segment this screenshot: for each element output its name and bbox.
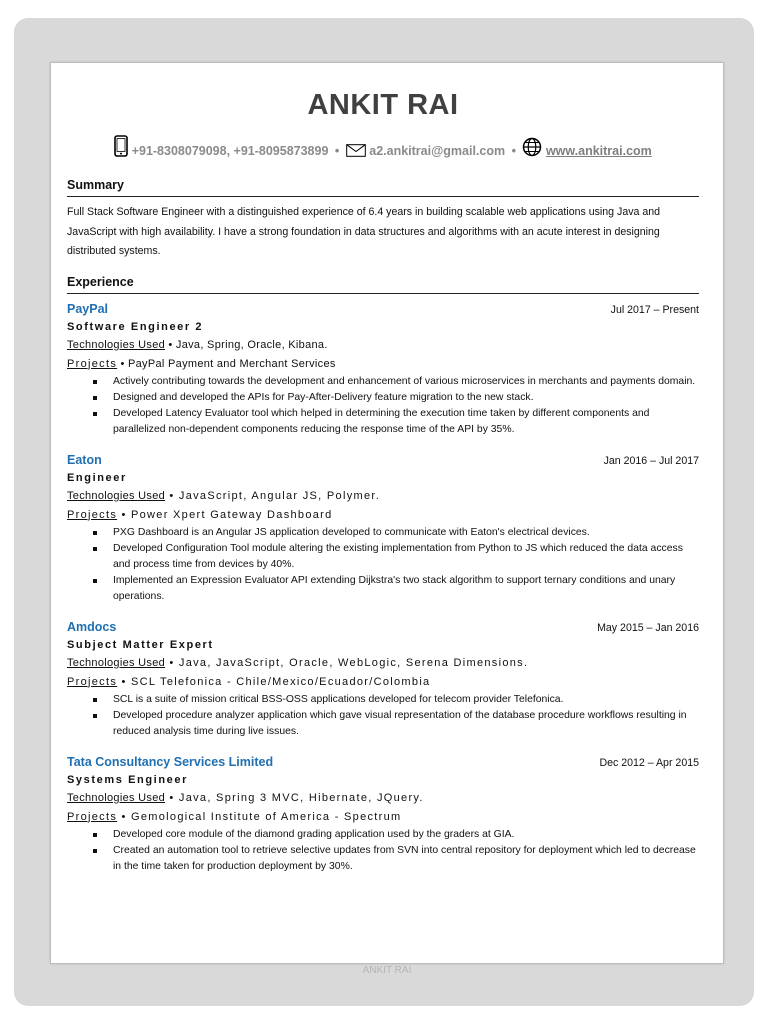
job-entry-amdocs — [67, 619, 699, 740]
projects-line — [67, 673, 699, 692]
job-bullets — [67, 525, 699, 605]
technologies-value: • Java, JavaScript, Oracle, WebLogic, Serena Dimensions. — [169, 656, 529, 669]
projects-line — [67, 355, 699, 374]
projects-label: Projects — [67, 675, 118, 688]
bullet-item: Created an automation tool to retrieve selective updates from SVN into central repository for deployment which led to decrease in the time taken for production deployment by 30%. — [113, 843, 699, 875]
bullet-item: Actively contributing towards the development and enhancement of various microservices in merchants and payments domain. — [113, 374, 699, 390]
technologies-line — [67, 487, 699, 506]
resume-page — [50, 62, 724, 976]
projects-line — [67, 506, 699, 525]
bullet-item: Developed core module of the diamond grading application used by the graders at GIA. — [113, 827, 699, 843]
projects-value: • SCL Telefonica - Chile/Mexico/Ecuador/Colombia — [121, 675, 431, 688]
bullet-item: SCL is a suite of mission critical BSS-OSS applications developed for telecom provider Telefonica. — [113, 692, 699, 708]
job-bullets — [67, 692, 699, 740]
job-entry-paypal — [67, 301, 699, 438]
globe-icon — [522, 144, 545, 158]
job-bullets — [67, 827, 699, 875]
company-name: Amdocs — [67, 619, 117, 634]
resume-content — [67, 63, 699, 875]
projects-value: • PayPal Payment and Merchant Services — [120, 357, 336, 370]
job-entry-eaton — [67, 452, 699, 605]
job-entry-tcs — [67, 754, 699, 875]
resume-name: ANKIT RAI — [307, 89, 459, 121]
projects-label: Projects — [67, 810, 118, 823]
contact-separator: • — [511, 144, 516, 158]
technologies-line — [67, 654, 699, 673]
document-viewer — [14, 18, 754, 1006]
company-name: Eaton — [67, 452, 102, 467]
job-dates: May 2015 – Jan 2016 — [597, 621, 699, 634]
job-role: Software Engineer 2 — [67, 320, 204, 333]
company-name: Tata Consultancy Services Limited — [67, 754, 274, 769]
bullet-item: Developed Configuration Tool module altering the existing implementation from Python to JS which reduced the data access and process time from devices by 40%. — [113, 541, 699, 573]
phone-numbers: +91-8308079098, +91-8095873899 — [131, 144, 329, 158]
bullet-item: Developed Latency Evaluator tool which helped in determining the execution time taken by different components and parallelized non-dependent components reducing the response time of the API by 35%. — [113, 406, 699, 438]
projects-value: • Power Xpert Gateway Dashboard — [121, 508, 333, 521]
page-footer: ANKIT RAI — [362, 965, 412, 976]
job-role: Subject Matter Expert — [67, 638, 214, 651]
bullet-item: Implemented an Expression Evaluator API extending Dijkstra's two stack algorithm to support ternary conditions and unary operations. — [113, 573, 699, 605]
technologies-label: Technologies Used — [67, 791, 166, 804]
technologies-label: Technologies Used — [67, 656, 166, 669]
bullet-item: Designed and developed the APIs for Pay-After-Delivery feature migration to the new stack. — [113, 390, 699, 406]
envelope-icon — [346, 144, 369, 158]
summary-heading: Summary — [67, 178, 699, 197]
contact-separator: • — [334, 144, 340, 158]
phone-icon — [114, 144, 131, 158]
projects-line — [67, 808, 699, 827]
summary-text: Full Stack Software Engineer with a distinguished experience of 6.4 years in building scalable web applications using Java and JavaScript with high availability. I have a strong foundation in data structures and algorithms with an acute interest in designing distributed systems. — [67, 206, 661, 257]
job-dates: Jan 2016 – Jul 2017 — [603, 454, 699, 467]
projects-label: Projects — [67, 357, 118, 370]
email-link[interactable]: a2.ankitrai@gmail.com — [369, 144, 506, 158]
contact-line — [67, 135, 699, 158]
company-name: PayPal — [67, 301, 109, 316]
technologies-value: • Java, Spring, Oracle, Kibana. — [168, 338, 328, 351]
technologies-line — [67, 336, 699, 355]
bullet-item: PXG Dashboard is an Angular JS application developed to communicate with Eaton's electrical devices. — [113, 525, 699, 541]
technologies-value: • Java, Spring 3 MVC, Hibernate, JQuery. — [169, 791, 424, 804]
bullet-item: Developed procedure analyzer application which gave visual representation of the database procedure workflows resulting in reduced analysis time during live issues. — [113, 708, 699, 740]
website-link[interactable]: www.ankitrai.com — [545, 144, 652, 158]
job-bullets — [67, 374, 699, 438]
job-role: Systems Engineer — [67, 773, 188, 786]
projects-label: Projects — [67, 508, 118, 521]
job-dates: Dec 2012 – Apr 2015 — [599, 756, 699, 769]
job-dates: Jul 2017 – Present — [610, 303, 699, 316]
technologies-label: Technologies Used — [67, 489, 166, 502]
technologies-value: • JavaScript, Angular JS, Polymer. — [169, 489, 381, 502]
technologies-label: Technologies Used — [67, 338, 166, 351]
experience-heading: Experience — [67, 275, 699, 294]
technologies-line — [67, 789, 699, 808]
job-role: Engineer — [67, 471, 127, 484]
projects-value: • Gemological Institute of America - Spectrum — [121, 810, 402, 823]
